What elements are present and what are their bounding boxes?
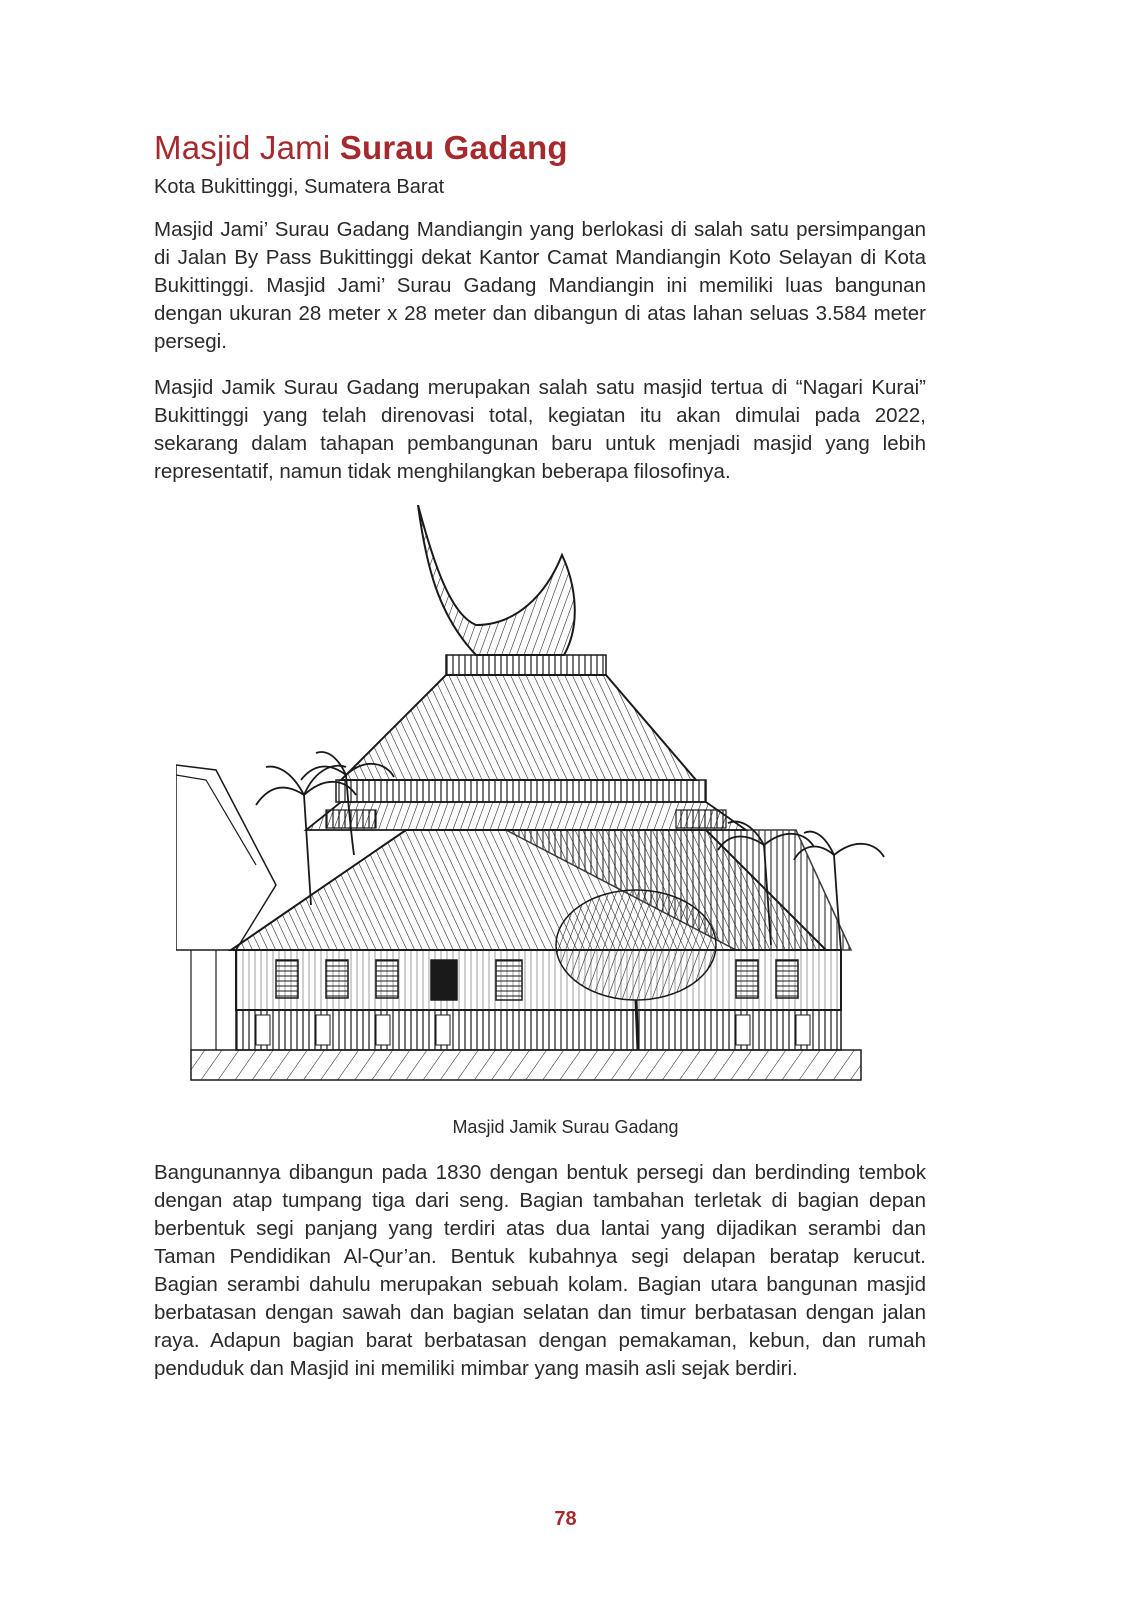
page-title: [154, 128, 568, 168]
title-bold: Surau Gadang: [339, 129, 568, 166]
upper-roof-tier: [336, 675, 706, 802]
middle-roof-tier: [306, 802, 746, 830]
title-light: Masjid Jami: [154, 129, 331, 166]
paragraph-architecture: Bangunannya dibangun pada 1830 dengan bentuk persegi dan berdinding tembok dengan atap tumpang tiga dari seng. Bagian tambahan terletak di bagian depan berbentuk segi panjang yang terdiri atas dua lantai yang dijadikan serambi dan Taman Pendidikan Al-Qur’an. Bentuk kubahnya segi delapan beratap kerucut. Bagian serambi dahulu merupakan sebuah kolam. Bagian utara bangunan masjid berbatasan dengan sawah dan bagian selatan dan timur berbatasan dengan jalan raya. Adapun bagian barat berbatasan dengan pemakaman, kebun, dan rumah penduduk dan Masjid ini memiliki mimbar yang masih asli sejak berdiri.: [154, 1161, 926, 1380]
page-number: 78: [554, 1508, 577, 1530]
figure-caption: Masjid Jamik Surau Gadang: [452, 1117, 679, 1137]
paragraph-location: Masjid Jami’ Surau Gadang Mandiangin yang berlokasi di salah satu persimpangan di Jalan By Pass Bukittinggi dekat Kantor Camat Mandiangin Koto Selayan di Kota Bukittinggi. Masjid Jami’ Surau Gadang Mandiangin ini memiliki luas bangunan dengan ukuran 28 meter x 28 meter dan dibangun di atas lahan seluas 3.584 meter persegi.: [154, 218, 926, 353]
mosque-stilts: [236, 1010, 841, 1050]
location-subtitle: Kota Bukittinggi, Sumatera Barat: [154, 176, 445, 198]
mosque-walls: [236, 950, 841, 1010]
top-spire-roof: [418, 505, 606, 675]
ground-hatching: [191, 1050, 861, 1080]
mosque-sketch-illustration: [176, 505, 896, 1105]
paragraph-history: Masjid Jamik Surau Gadang merupakan salah satu masjid tertua di “Nagari Kurai” Bukittinggi yang telah direnovasi total, kegiatan itu akan dimulai pada 2022, sekarang dalam tahapan pembangunan baru untuk menjadi masjid yang lebih representatif, namun tidak menghilangkan beberapa filosofinya.: [154, 376, 926, 483]
lower-roof-tier: [231, 830, 851, 950]
